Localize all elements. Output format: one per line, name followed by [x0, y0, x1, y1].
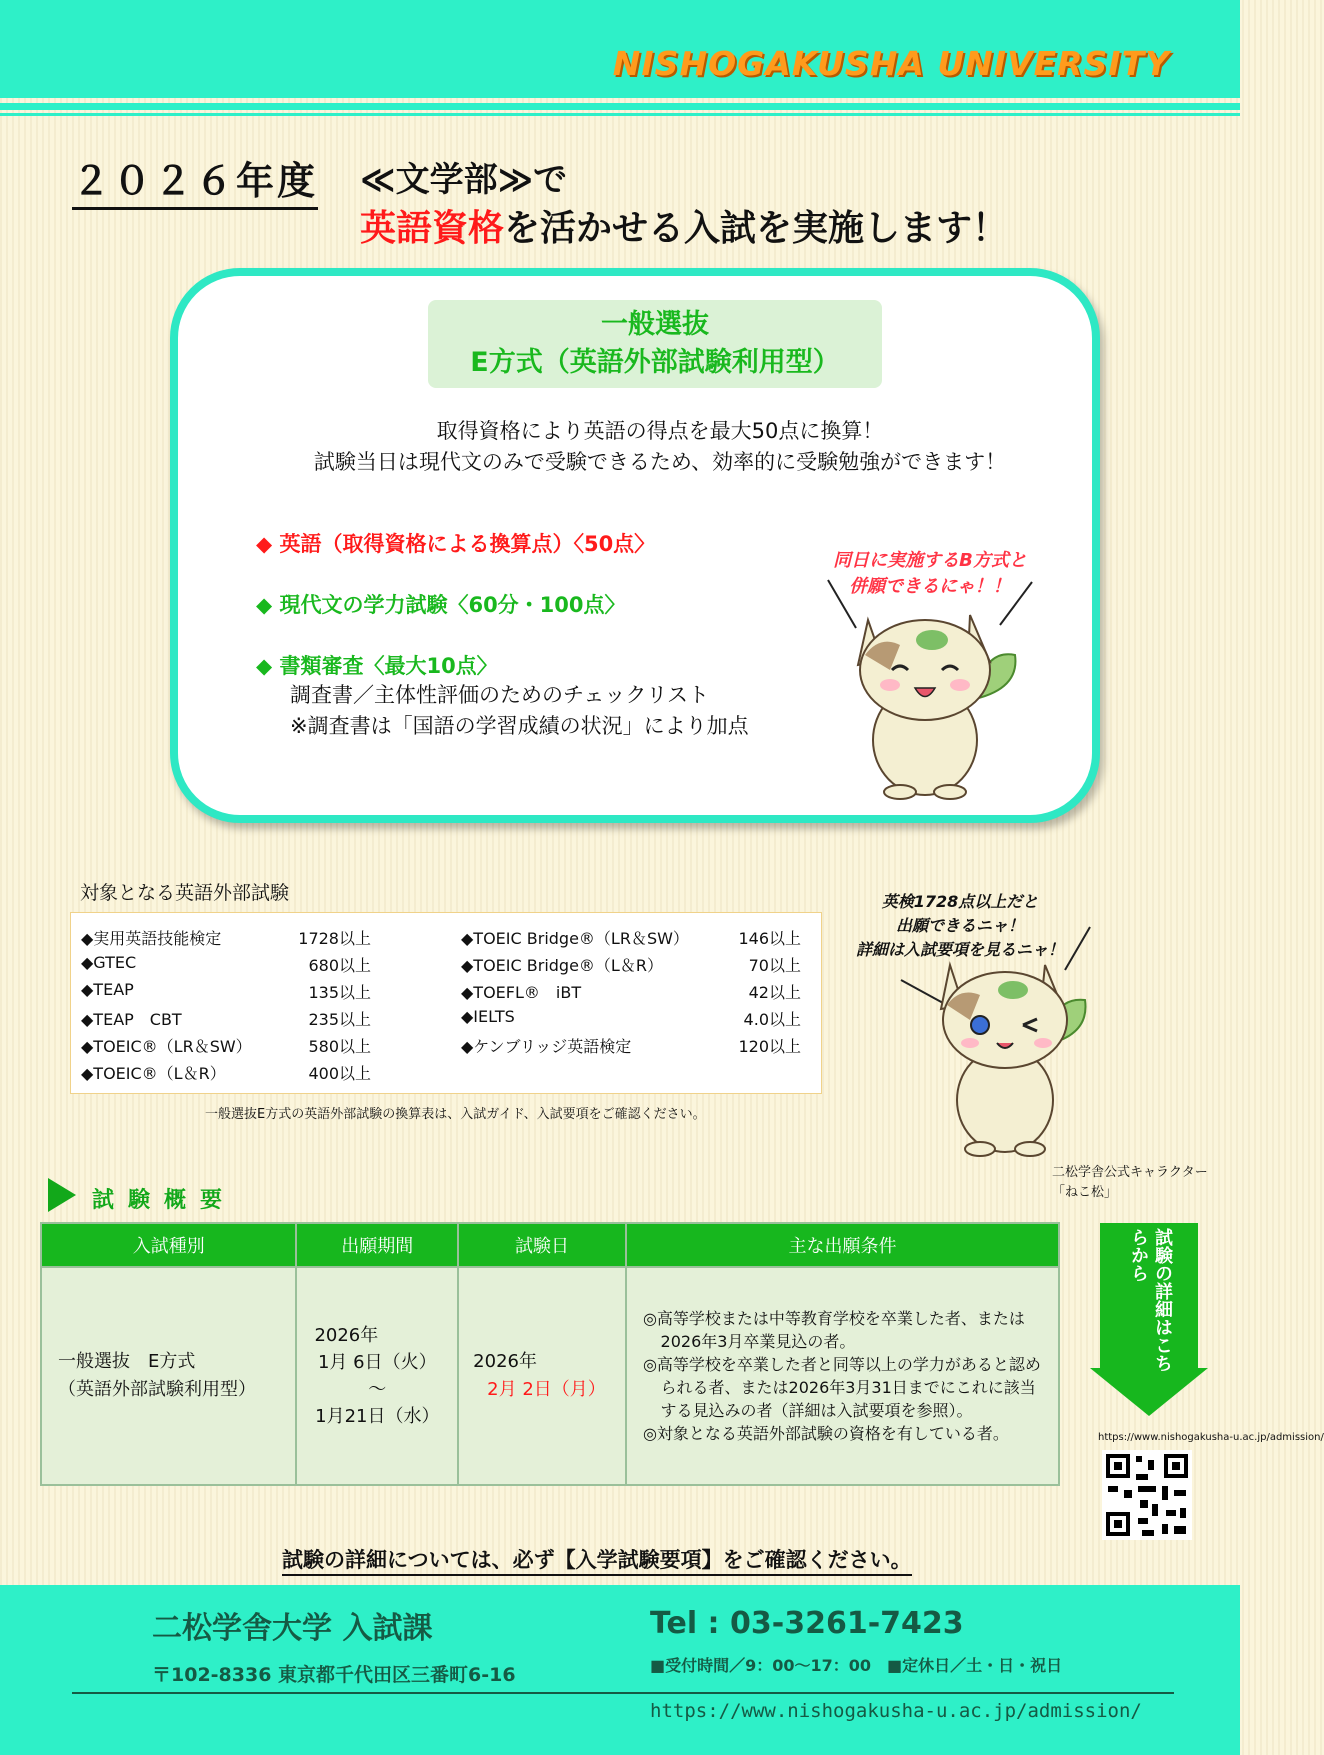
- exam-score: 400以上: [308, 1064, 371, 1083]
- list-item: [81, 953, 371, 975]
- qr-code-icon[interactable]: [1102, 1450, 1192, 1540]
- list-item: [81, 980, 371, 1002]
- exam-name: ◆実用英語技能検定: [81, 929, 222, 948]
- exam-score: 235以上: [308, 1010, 371, 1029]
- list-item: [81, 1007, 371, 1030]
- headline-main: [360, 200, 1008, 251]
- card-heading-line: E方式（英語外部試験利用型）: [470, 347, 840, 378]
- documents-detail-line: 調査書／主体性評価のためのチェックリスト: [290, 683, 709, 707]
- exam-score: 580以上: [308, 1037, 371, 1056]
- exam-name: ◆TOEIC®（LR＆SW）: [81, 1037, 252, 1056]
- exam-name: ◆ケンブリッジ英語検定: [461, 1037, 632, 1056]
- cell-application-period: [296, 1267, 458, 1485]
- column-header: 主な出願条件: [626, 1223, 1059, 1267]
- card-heading-line: 一般選抜: [601, 309, 709, 340]
- exam-score: 146以上: [738, 929, 801, 948]
- exam-name: ◆IELTS: [461, 1007, 515, 1026]
- column-header: 入試種別: [41, 1223, 296, 1267]
- caption-line: 「ねこ松」: [1052, 1185, 1118, 1200]
- speech-line: 詳細は入試要項を見るニャ！: [855, 940, 1064, 959]
- cell-exam-type: [41, 1267, 296, 1485]
- card-desc-line: 試験当日は現代文のみで受験できるため、効率的に受験勉強ができます！: [313, 450, 1007, 474]
- cell-exam-date: [458, 1267, 626, 1485]
- exam-name: ◆TEAP: [81, 980, 134, 999]
- speech-line: 出願できるニャ！: [895, 916, 1024, 935]
- card-description: [240, 416, 1080, 478]
- headline-faculty: ≪文学部≫で: [360, 160, 568, 200]
- overview-title: 試験概要: [92, 1188, 237, 1213]
- headline-rest: を活かせる入試を実施します！: [504, 208, 1009, 249]
- overview-table: [40, 1222, 1060, 1486]
- cell-line: 一般選抜 E方式: [58, 1351, 196, 1372]
- cell-line: 2026年: [473, 1351, 537, 1372]
- list-item: [461, 1007, 801, 1029]
- column-header: 試験日: [458, 1223, 626, 1267]
- exam-score: 1728以上: [298, 929, 371, 948]
- exam-name: ◆TOEIC Bridge®（LR＆SW）: [461, 929, 689, 948]
- mascot-caption: [1052, 1163, 1208, 1203]
- list-item: [461, 926, 801, 949]
- phone-number[interactable]: Tel : 03-3261-7423: [650, 1606, 964, 1641]
- list-item: [81, 1034, 371, 1057]
- exam-name: ◆TOEIC Bridge®（L＆R）: [461, 956, 663, 975]
- caption-line: 二松学舎公式キャラクター: [1052, 1165, 1208, 1180]
- condition-item: ◎対象となる英語外部試験の資格を有している者。: [642, 1424, 1009, 1443]
- admission-url-link[interactable]: https://www.nishogakusha-u.ac.jp/admission/: [650, 1700, 1142, 1722]
- table-header-row: [41, 1223, 1059, 1267]
- list-item: [461, 953, 801, 976]
- speech-line: 同日に実施するB方式と: [833, 550, 1027, 571]
- exam-score: 135以上: [308, 983, 371, 1002]
- cell-line: 2026年: [314, 1325, 379, 1346]
- bottom-notice: 試験の詳細については、必ず【入学試験要項】をご確認ください。: [282, 1544, 912, 1576]
- cell-line: ～: [368, 1379, 387, 1400]
- item-english: ◆ 英語（取得資格による換算点）〈50点〉: [256, 532, 656, 556]
- item-documents: ◆ 書類審査〈最大10点〉: [256, 654, 498, 678]
- year-title: ２０２６年度: [72, 150, 318, 210]
- cell-conditions: [626, 1267, 1059, 1485]
- list-item: [81, 1061, 371, 1084]
- list-item: [81, 926, 371, 949]
- list-item: [461, 1034, 801, 1057]
- details-link-text[interactable]: 試験の詳細はこちらから: [1128, 1228, 1173, 1372]
- exam-name: ◆TOEFL® iBT: [461, 983, 582, 1002]
- header-stripe: [0, 113, 1240, 116]
- university-logo-text: NISHOGAKUSHA UNIVERSITY: [612, 44, 1170, 83]
- cell-line: （英語外部試験利用型）: [58, 1379, 256, 1400]
- speech-line: 併願できるにゃ！！: [849, 576, 1011, 597]
- cat-mascot-illustration: [820, 570, 1040, 800]
- documents-detail-line: ※調査書は「国語の学習成績の状況」により加点: [290, 714, 749, 738]
- headline-highlight: 英語資格: [360, 208, 505, 249]
- exam-list-title: 対象となる英語外部試験: [80, 882, 290, 904]
- exam-score: 70以上: [748, 956, 801, 975]
- exam-score: 42以上: [748, 983, 801, 1002]
- cell-line: 2月 2日（月）: [487, 1379, 606, 1400]
- cat-mascot-wink-illustration: [895, 925, 1095, 1160]
- office-name: 二松学舎大学 入試課: [152, 1611, 433, 1646]
- documents-detail: [290, 680, 749, 742]
- header-stripe: [0, 103, 1240, 110]
- play-arrow-icon: [48, 1178, 76, 1212]
- column-header: 出願期間: [296, 1223, 458, 1267]
- exam-name: ◆TOEIC®（L＆R）: [81, 1064, 226, 1083]
- cell-line: 1月 6日（火）: [317, 1352, 437, 1373]
- card-desc-line: 取得資格により英語の得点を最大50点に換算！: [436, 419, 884, 443]
- card-heading: [428, 300, 882, 388]
- exam-score: 680以上: [308, 956, 371, 975]
- exam-score: 120以上: [738, 1037, 801, 1056]
- condition-item: ◎高等学校を卒業した者と同等以上の学力があると認められる者、または2026年3月31日までにこれに該当する見込みの者（詳細は入試要項を参照）。: [642, 1355, 1041, 1420]
- office-hours: ■受付時間／9：00～17：00 ■定休日／土・日・祝日: [650, 1656, 1063, 1675]
- item-gendaibun: ◆ 現代文の学力試験〈60分・100点〉: [256, 593, 626, 617]
- exam-score: 4.0以上: [743, 1010, 801, 1029]
- table-row: [41, 1267, 1059, 1485]
- down-arrow-icon: [1090, 1368, 1208, 1416]
- office-address: 〒102-8336 東京都千代田区三番町6-16: [152, 1664, 516, 1686]
- condition-item: ◎高等学校または中等教育学校を卒業した者、または2026年3月卒業見込の者。: [642, 1309, 1025, 1351]
- qr-url-label: https://www.nishogakusha-u.ac.jp/admission/: [1098, 1432, 1324, 1443]
- cell-line: 1月21日（水）: [315, 1406, 440, 1427]
- list-item: [461, 980, 801, 1003]
- exam-name: ◆GTEC: [81, 953, 137, 972]
- exam-name: ◆TEAP CBT: [81, 1010, 182, 1029]
- speech-line: 英検1728点以上だと: [881, 892, 1039, 911]
- exam-list-note: 一般選抜E方式の英語外部試験の換算表は、入試ガイド、入試要項をご確認ください。: [205, 1107, 706, 1122]
- exam-list-box: [70, 912, 822, 1094]
- footer-divider: [72, 1692, 1174, 1694]
